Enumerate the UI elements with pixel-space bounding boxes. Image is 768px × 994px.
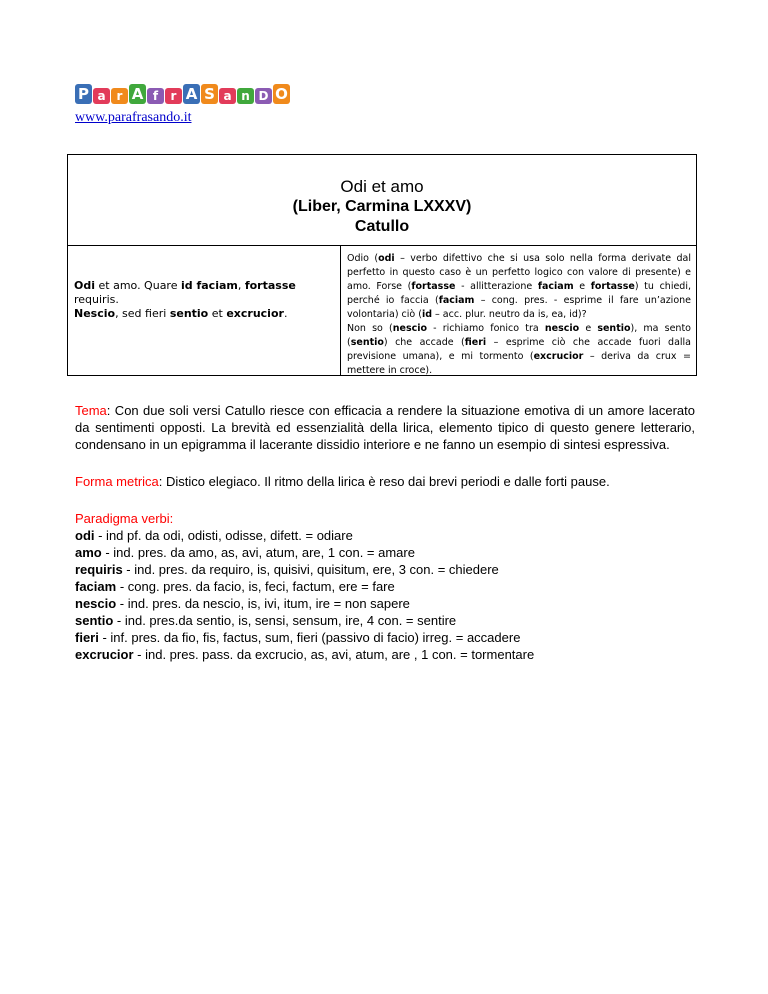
paradigma-desc: - ind pf. da odi, odisti, odisse, difett. = odiare [94, 528, 353, 543]
paradigma-word: fieri [75, 630, 99, 645]
latin-fragment: et [208, 307, 227, 320]
poem-table [67, 154, 697, 376]
translation-fragment: – deriva da crux = mettere in croce). [347, 351, 691, 376]
paradigma-desc: - ind. pres. pass. da excrucio, as, avi, atum, are , 1 con. = tormentare [133, 647, 535, 662]
translation-keyword: faciam [537, 281, 574, 292]
logo-letter: S [201, 84, 218, 104]
translation-keyword: id [421, 309, 433, 320]
paradigma-row [75, 646, 695, 663]
paradigma-desc: - ind. pres.da sentio, is, sensi, sensum, ire, 4 con. = sentire [113, 613, 457, 628]
translation-keyword: excrucior [533, 351, 584, 362]
latin-word: Odi [74, 279, 95, 292]
paradigma-row [75, 612, 695, 629]
logo-letter: r [111, 88, 128, 104]
tema-text: : Con due soli versi Catullo riesce con efficacia a rendere la situazione emotiva di un amore lacerato da sentimenti opposti. La brevità ed essenzialità della lirica, elemento tipico di questo genere letterario, condensano in un epigramma il lacerante dissidio interiore e ne fanno un esempio di sintesi espressiva. [75, 403, 695, 452]
translation-keyword: fortasse [411, 281, 456, 292]
logo-letter: f [147, 88, 164, 104]
latin-fragment: , sed fieri [115, 307, 170, 320]
translation-keyword: nescio [544, 323, 580, 334]
paradigma-desc: - inf. pres. da fio, fis, factus, sum, fieri (passivo di facio) irreg. = accadere [98, 630, 521, 645]
tema-label: Tema [75, 403, 107, 418]
parafrasando-logo [75, 84, 290, 104]
translation-fragment: ) che accade ( [383, 337, 465, 348]
paradigma-row [75, 629, 695, 646]
poem-author: Catullo [354, 218, 410, 235]
latin-fragment: . [283, 307, 288, 320]
translation-text [347, 252, 691, 378]
translation-keyword: nescio [392, 323, 428, 334]
latin-word: Nescio [74, 307, 116, 320]
paradigma-word: nescio [75, 596, 117, 611]
paradigma-word: faciam [75, 579, 117, 594]
paradigma-row [75, 527, 695, 544]
logo-letter: A [183, 84, 200, 104]
translation-fragment: – verbo difettivo che si usa solo nella forma derivate dal perfetto in questo caso è un perfetto logico con valore di presente) e amo. Forse ( [347, 253, 691, 292]
latin-cell [68, 246, 341, 375]
translation-fragment: ), ma sento ( [347, 323, 691, 348]
translation-fragment: – esprime ciò che accade fuori dalla previsione umana), e mi tormento ( [347, 337, 691, 362]
logo-letter: n [237, 88, 254, 104]
translation-keyword: fieri [464, 337, 487, 348]
translation-fragment: Non so ( [347, 323, 393, 334]
translation-keyword: fortasse [590, 281, 635, 292]
translation-fragment: – cong. pres. - esprime il fare un’azione volontaria) ciò ( [347, 295, 691, 320]
paradigma-row [75, 578, 695, 595]
latin-word: fortasse [244, 279, 296, 292]
logo-letter: A [129, 84, 146, 104]
poem-titles [68, 177, 696, 237]
paradigma-desc: - ind. pres. da nescio, is, ivi, itum, ire = non sapere [116, 596, 410, 611]
paradigma-label: Paradigma verbi [75, 511, 170, 526]
paradigma-word: sentio [75, 613, 114, 628]
logo-letter: r [165, 88, 182, 104]
latin-word: excrucior [226, 307, 284, 320]
translation-fragment: – acc. plur. neutro da is, ea, id)? [432, 309, 587, 320]
paradigma-word: amo [75, 545, 102, 560]
translation-fragment: e [579, 323, 598, 334]
translation-fragment: - richiamo fonico tra [427, 323, 545, 334]
translation-keyword: sentio [597, 323, 631, 334]
latin-fragment: , [237, 279, 245, 292]
translation-keyword: sentio [350, 337, 384, 348]
paradigma-desc: - ind. pres. da amo, as, avi, atum, are, 1 con. = amare [101, 545, 415, 560]
latin-word: sentio [169, 307, 209, 320]
paradigma-row [75, 561, 695, 578]
forma-paragraph [75, 473, 695, 490]
poem-title: Odi et amo [340, 177, 424, 196]
paradigma-heading [75, 510, 695, 527]
latin-word: id faciam [180, 279, 238, 292]
paradigma-word: excrucior [75, 647, 134, 662]
paradigma-word: odi [75, 528, 95, 543]
translation-keyword: odi [378, 253, 395, 264]
paradigma-desc: - ind. pres. da requiro, is, quisivi, quisitum, ere, 3 con. = chiedere [122, 562, 499, 577]
paradigma-section [75, 510, 695, 663]
paradigma-word: requiris [75, 562, 123, 577]
forma-text: : Distico elegiaco. Il ritmo della lirica è reso dai brevi periodi e dalle forti pause. [158, 474, 610, 489]
paradigma-desc: - cong. pres. da facio, is, feci, factum, ere = fare [116, 579, 395, 594]
translation-cell [341, 246, 696, 375]
forma-label: Forma metrica [75, 474, 159, 489]
paradigma-colon: : [169, 511, 174, 526]
logo-letter: a [219, 88, 236, 104]
translation-fragment: e [573, 281, 591, 292]
poem-header [68, 155, 696, 246]
logo-letter: O [273, 84, 290, 104]
tema-paragraph [75, 402, 695, 453]
logo-letter: D [255, 88, 272, 104]
translation-fragment: Odio ( [347, 253, 379, 264]
logo-letter: P [75, 84, 92, 104]
translation-fragment: ) tu chiedi, perché io faccia ( [347, 281, 691, 306]
latin-fragment: et amo. Quare [95, 279, 181, 292]
paradigma-row [75, 544, 695, 561]
site-link[interactable]: www.parafrasando.it [75, 110, 192, 125]
logo-letter: a [93, 88, 110, 104]
latin-text [74, 279, 336, 321]
translation-fragment: - allitterazione [455, 281, 538, 292]
poem-subtitle: (Liber, Carmina LXXXV) [292, 198, 472, 215]
translation-keyword: faciam [438, 295, 475, 306]
paradigma-row [75, 595, 695, 612]
latin-fragment: requiris. [74, 293, 119, 306]
